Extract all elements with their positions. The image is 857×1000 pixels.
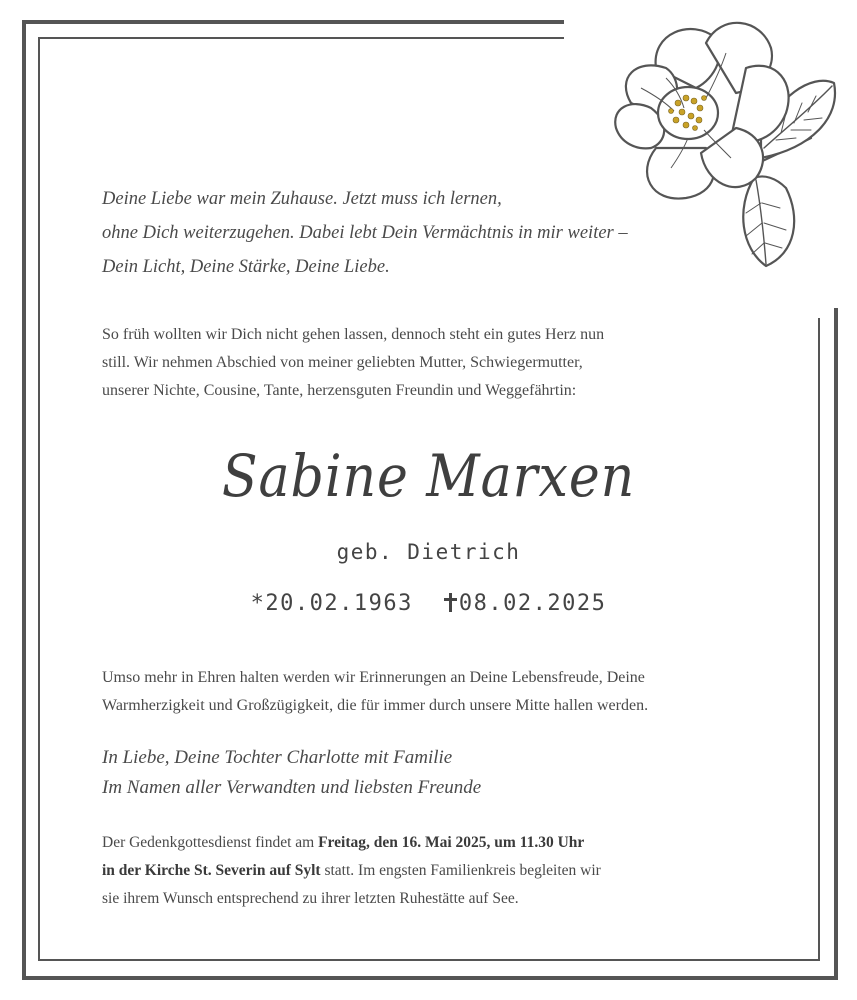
service-intro-text: Der Gedenkgottesdienst findet am xyxy=(102,834,319,851)
signature-block xyxy=(102,743,742,803)
service-location: in der Kirche St. Severin auf Sylt xyxy=(102,862,321,879)
birth-name: geb. Dietrich xyxy=(336,540,521,564)
frame-outer-right-border xyxy=(834,308,838,980)
service-line-2 xyxy=(102,857,782,885)
memories-line: Umso mehr in Ehren halten werden wir Erinnerungen an Deine Lebensfreude, Deine xyxy=(102,669,645,686)
opening-quote xyxy=(102,182,742,284)
frame-inner-top-border xyxy=(38,37,564,39)
birth-date: *20.02.1963 xyxy=(250,591,413,616)
memories-line: Warmherzigkeit und Großzügigkeit, die für immer durch unsere Mitte hallen werden. xyxy=(102,697,649,714)
quote-line: Dein Licht, Deine Stärke, Deine Liebe. xyxy=(102,257,390,277)
frame-outer-left-border xyxy=(22,20,26,980)
service-datetime: Freitag, den 16. Mai 2025, um 11.30 Uhr xyxy=(318,834,585,851)
deceased-name: Sabine Marxen xyxy=(221,442,636,510)
quote-line: ohne Dich weiterzugehen. Dabei lebt Dein Vermächtnis in mir weiter – xyxy=(102,223,628,243)
service-info xyxy=(102,829,782,913)
frame-inner-bottom-border xyxy=(38,959,820,961)
death-date: 08.02.2025 xyxy=(458,591,607,616)
intro-line: still. Wir nehmen Abschied von meiner geliebten Mutter, Schwiegermutter, xyxy=(102,354,583,371)
signature-line: In Liebe, Deine Tochter Charlotte mit Familie xyxy=(102,747,453,768)
frame-outer-top-border xyxy=(22,20,564,24)
service-continuation: statt. Im engsten Familienkreis begleiten wir xyxy=(320,862,601,879)
frame-inner-right-border xyxy=(818,318,820,961)
life-dates xyxy=(0,591,857,616)
service-line-3: sie ihrem Wunsch entsprechend zu ihrer letzten Ruhestätte auf See. xyxy=(102,890,519,907)
signature-line: Im Namen aller Verwandten und liebsten Freunde xyxy=(102,777,482,798)
cross-icon xyxy=(443,591,457,613)
frame-outer-bottom-border xyxy=(22,976,838,980)
frame-inner-left-border xyxy=(38,37,40,961)
memories-paragraph xyxy=(102,664,782,720)
service-line-1 xyxy=(102,829,782,857)
intro-paragraph xyxy=(102,321,742,405)
intro-line: So früh wollten wir Dich nicht gehen lassen, dennoch steht ein gutes Herz nun xyxy=(102,326,605,343)
intro-line: unserer Nichte, Cousine, Tante, herzensguten Freundin und Weggefährtin: xyxy=(102,382,577,399)
quote-line: Deine Liebe war mein Zuhause. Jetzt muss ich lernen, xyxy=(102,189,502,209)
